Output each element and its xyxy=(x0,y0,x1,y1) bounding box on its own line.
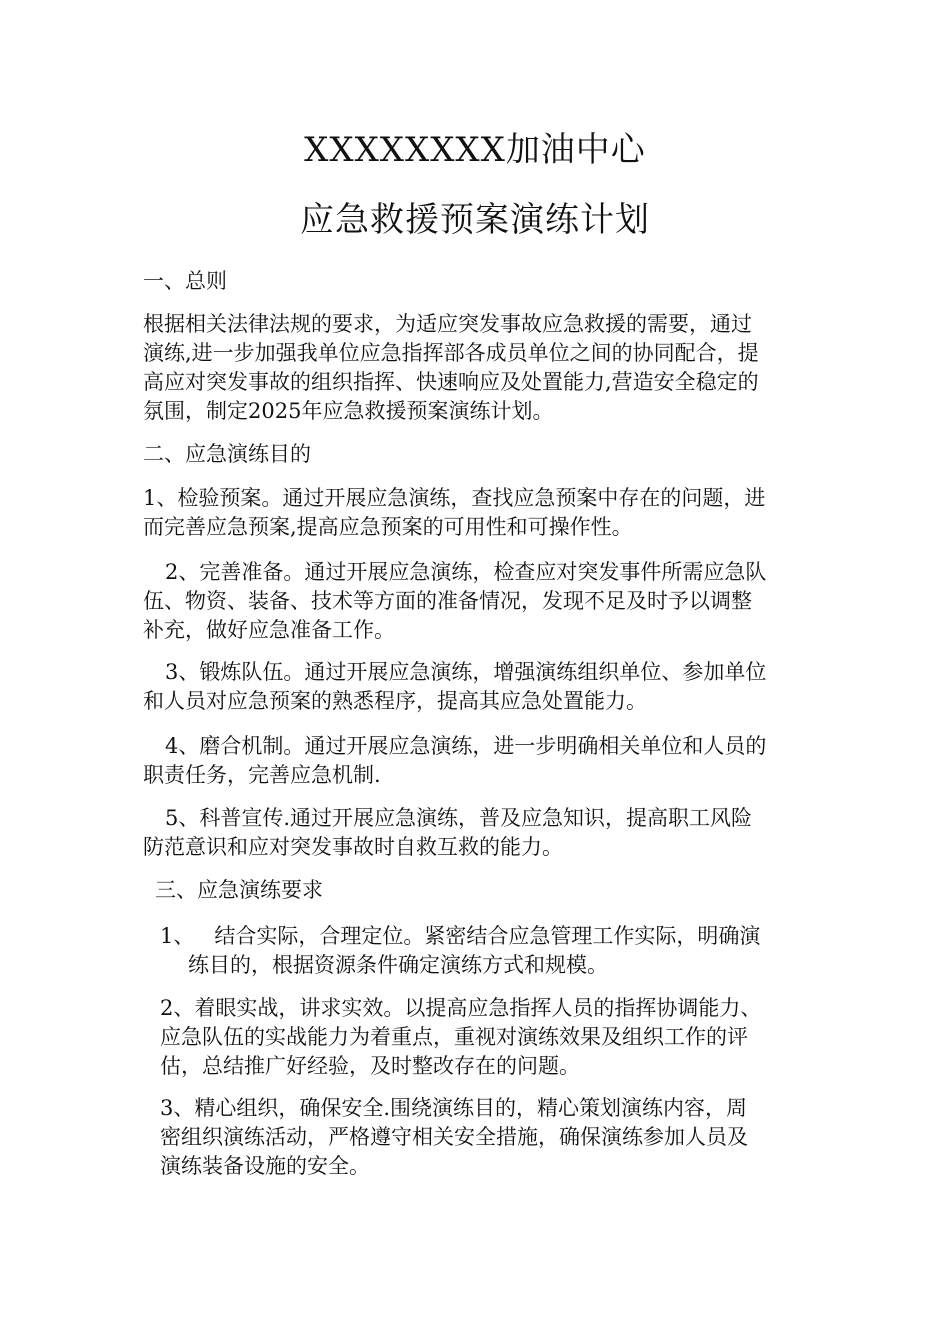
list-item-requirement-3 xyxy=(160,1094,810,1181)
paragraph-line: 估，总结推广好经验，及时整改存在的问题。 xyxy=(160,1054,580,1078)
section-heading-requirements: 三、应急演练要求 xyxy=(155,878,323,902)
list-item-purpose-4 xyxy=(143,732,811,790)
paragraph-line: 演练装备设施的安全。 xyxy=(160,1154,370,1178)
paragraph-line: 练目的，根据资源条件确定演练方式和规模。 xyxy=(188,953,608,977)
paragraph-line: 2、着眼实战，讲求实效。以提高应急指挥人员的指挥协调能力、 xyxy=(160,996,762,1020)
paragraph-line: 1、 结合实际，合理定位。紧密结合应急管理工作实际，明确演 xyxy=(160,924,761,948)
paragraph-line: 3、锻炼队伍。通过开展应急演练，增强演练组织单位、参加单位 xyxy=(165,660,767,684)
paragraph-line: 根据相关法律法规的要求，为适应突发事故应急救援的需要，通过 xyxy=(143,312,752,336)
paragraph-line: 密组织演练活动，严格遵守相关安全措施，确保演练参加人员及 xyxy=(160,1125,748,1149)
paragraph-line: 高应对突发事故的组织指挥、快速响应及处置能力,营造安全稳定的 xyxy=(143,370,759,394)
list-item-purpose-5 xyxy=(143,804,811,862)
paragraph-line: 演练,进一步加强我单位应急指挥部各成员单位之间的协同配合，提 xyxy=(143,341,759,365)
paragraph-line: 而完善应急预案,提高应急预案的可用性和可操作性。 xyxy=(143,515,633,539)
paragraph-line: 伍、物资、装备、技术等方面的准备情况，发现不足及时予以调整 xyxy=(143,589,752,613)
paragraph-line: 4、磨合机制。通过开展应急演练，进一步明确相关单位和人员的 xyxy=(165,734,767,758)
list-item-purpose-1 xyxy=(143,484,811,542)
paragraph-line: 防范意识和应对突发事故时自救互救的能力。 xyxy=(143,835,563,859)
paragraph-line: 氛围，制定2025年应急救援预案演练计划。 xyxy=(143,399,554,423)
list-item-purpose-3 xyxy=(143,658,811,716)
paragraph-line: 应急队伍的实战能力为着重点，重视对演练效果及组织工作的评 xyxy=(160,1025,748,1049)
paragraph-line: 职责任务，完善应急机制. xyxy=(143,763,381,787)
paragraph-line: 1、检验预案。通过开展应急演练，查找应急预案中存在的问题，进 xyxy=(143,486,766,510)
paragraph-line: 和人员对应急预案的熟悉程序，提高其应急处置能力。 xyxy=(143,689,647,713)
paragraph-line: 补充，做好应急准备工作。 xyxy=(143,618,395,642)
paragraph-line: 5、科普宣传.通过开展应急演练，普及应急知识，提高职工风险 xyxy=(165,806,753,830)
list-item-requirement-2 xyxy=(160,994,810,1081)
section-heading-general: 一、总则 xyxy=(143,269,227,293)
paragraph-line: 3、精心组织，确保安全.围绕演练目的，精心策划演练内容，周 xyxy=(160,1096,748,1120)
paragraph-line: 2、完善准备。通过开展应急演练，检查应对突发事件所需应急队 xyxy=(165,560,767,584)
paragraph-general xyxy=(143,310,811,426)
list-item-requirement-1 xyxy=(160,922,810,980)
list-item-purpose-2 xyxy=(143,558,811,645)
section-heading-purpose: 二、应急演练目的 xyxy=(143,442,311,466)
document-title-line2: 应急救援预案演练计划 xyxy=(300,200,650,240)
document-title-line1: XXXXXXXX加油中心 xyxy=(304,130,646,170)
